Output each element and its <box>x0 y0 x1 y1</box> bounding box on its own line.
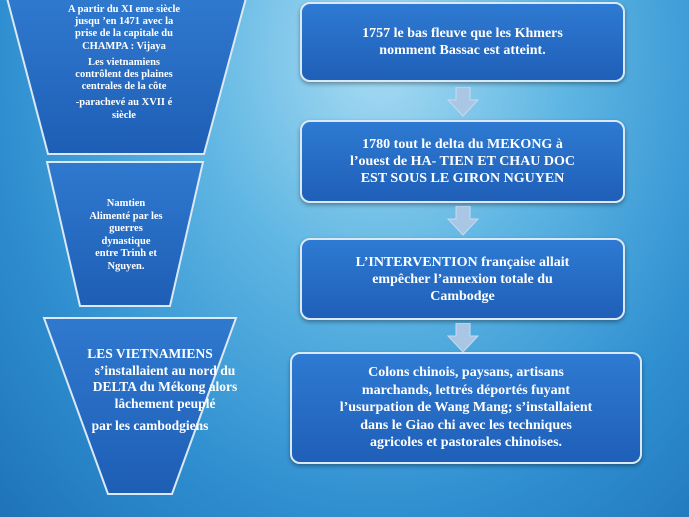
segment1-line: prise de la capitale du <box>74 28 173 40</box>
box4-line: marchands, lettrés déportés fuyant <box>361 382 571 398</box>
segment3-line: par les cambodgiens <box>91 418 209 433</box>
funnel-segment-1 <box>0 0 250 160</box>
funnel-segment-3 <box>0 310 300 500</box>
segment2-line: guerres <box>109 223 143 235</box>
segment1-line: contrôlent des plaines <box>75 69 173 81</box>
segment2-line: Alimenté par les <box>89 210 163 222</box>
timeline-box-2 <box>300 120 625 203</box>
segment1-line: jusqu ’en 1471 avec la <box>74 16 174 28</box>
box1-line: nomment Bassac est atteint. <box>379 43 546 58</box>
box4-line: l’usurpation de Wang Mang; s’installaient <box>339 400 593 416</box>
segment1-line: Les vietnamiens <box>87 56 161 68</box>
segment3-line: s’installaient au nord du <box>94 362 236 378</box>
timeline-box-4 <box>290 352 642 464</box>
segment1-line: centrales de la côte <box>81 81 167 93</box>
timeline-box-1 <box>300 2 625 82</box>
box2-line: l’ouest de HA- TIEN ET CHAU DOC <box>349 154 576 169</box>
box4-line: agricoles et pastorales chinoises. <box>369 435 563 451</box>
box3-line: empêcher l’annexion totale du <box>372 271 553 287</box>
segment2-line: dynastique <box>101 235 151 247</box>
timeline-box-3 <box>300 238 625 320</box>
box4-line: Colons chinois, paysans, artisans <box>368 365 564 381</box>
box4-line: dans le Giao chi avec les techniques <box>360 417 572 433</box>
box2-line: EST SOUS LE GIRON NGUYEN <box>360 171 565 186</box>
segment2-line: Nguyen. <box>107 260 145 272</box>
segment1-line: -parachevé au XVII é <box>75 97 173 109</box>
funnel-segment-2 <box>0 158 250 308</box>
segment1-line: A partir du XI eme siècle <box>67 4 181 15</box>
segment2-line: Namtien <box>106 198 146 209</box>
box3-line: L’INTERVENTION française allait <box>355 254 570 270</box>
segment3-line: lâchement peuplé <box>114 395 216 411</box>
segment1-line: siècle <box>112 109 136 121</box>
segment2-line: entre Trinh et <box>95 248 157 260</box>
box2-line: 1780 tout le delta du MEKONG à <box>362 137 563 152</box>
segment3-line: LES VIETNAMIENS <box>87 346 213 361</box>
segment1-line: CHAMPA : Vijaya <box>82 40 166 52</box>
down-arrow-icon <box>447 87 479 117</box>
box3-line: Cambodge <box>430 288 495 304</box>
down-arrow-icon <box>447 323 479 353</box>
segment3-line: DELTA du Mékong alors <box>92 379 238 394</box>
box1-line: 1757 le bas fleuve que les Khmers <box>362 26 563 41</box>
down-arrow-icon <box>447 206 479 236</box>
